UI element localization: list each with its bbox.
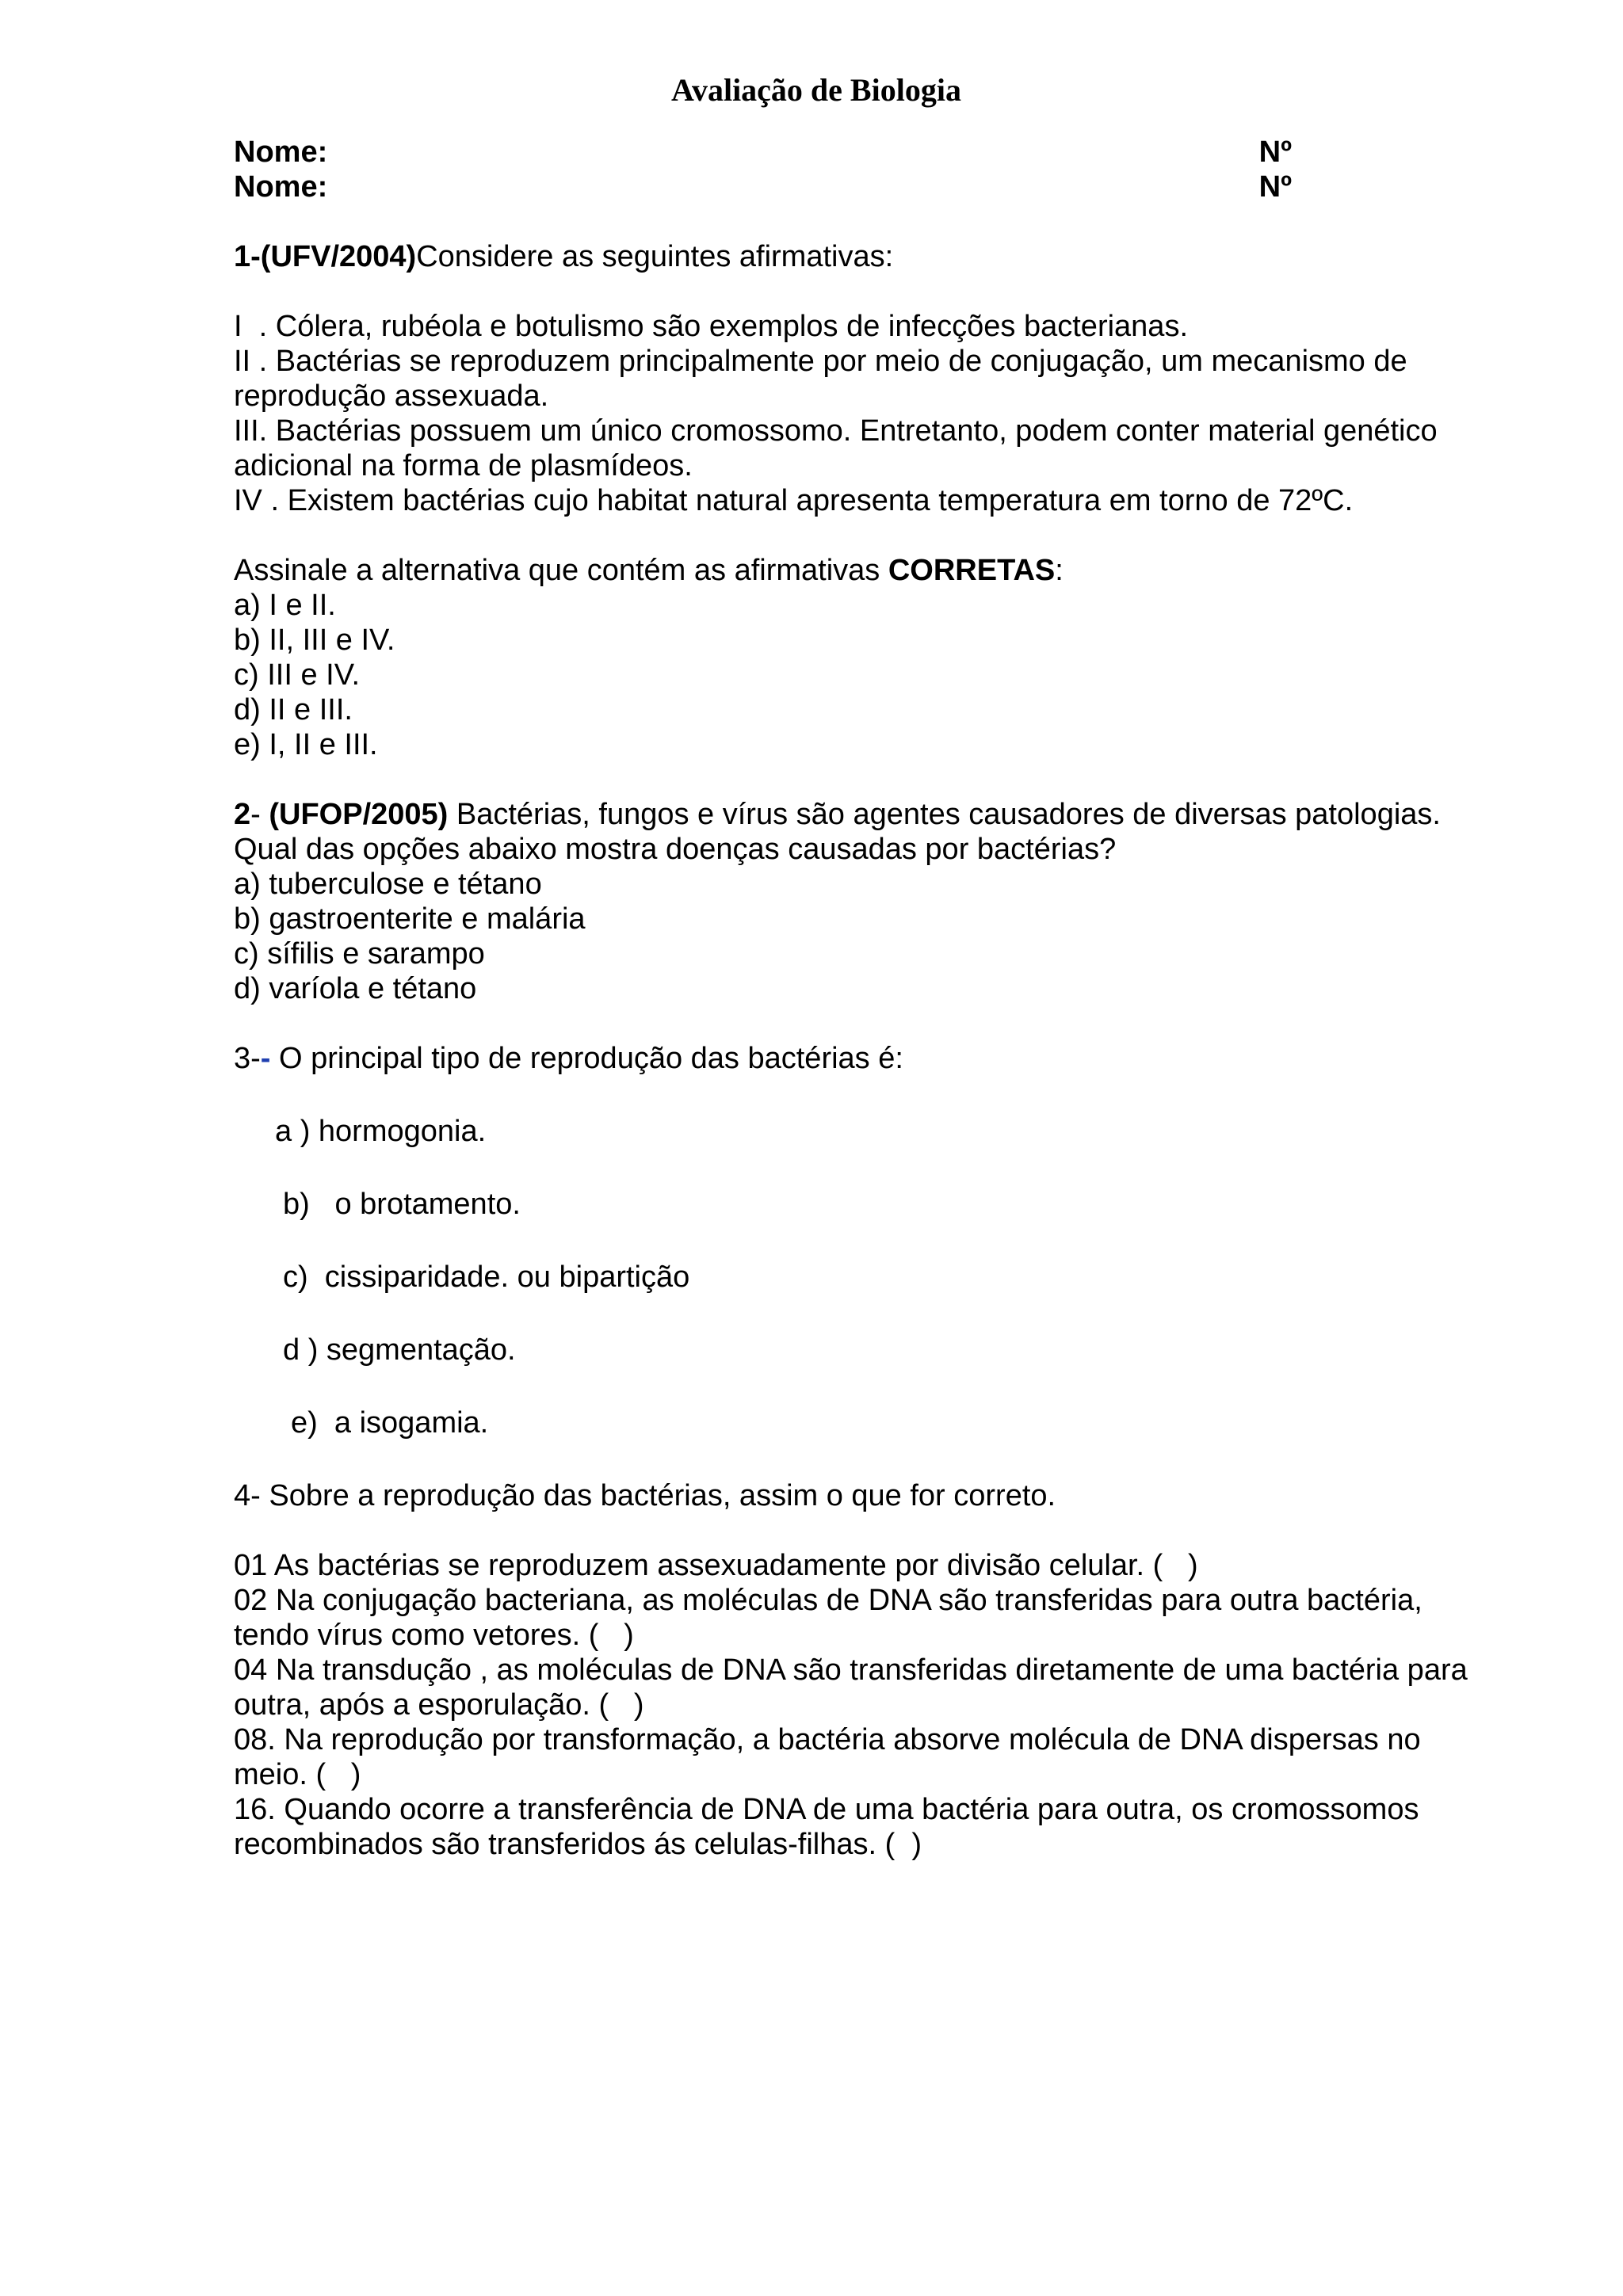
question-2-stem-line2: Qual das opções abaixo mostra doenças causadas por bactérias? [234, 833, 1117, 866]
answer-option: e) I, II e III. [234, 728, 378, 761]
statement-line: meio. ( ) [234, 1758, 361, 1791]
answer-option: a) I e II. [234, 589, 336, 622]
question-3-stem: O principal tipo de reprodução das bactérias é: [270, 1042, 903, 1075]
name-label: Nome: [234, 135, 328, 169]
answer-option: e) a isogamia. [291, 1406, 489, 1440]
name-row-2 [234, 170, 1292, 204]
number-label: Nº [1258, 135, 1292, 169]
question-1-stem: Considere as seguintes afirmativas: [416, 240, 894, 273]
statement-line: 04 Na transdução , as moléculas de DNA são transferidas diretamente de uma bactéria para [234, 1653, 1468, 1687]
answer-option: b) II, III e IV. [234, 624, 395, 657]
question-3-number: 3- [234, 1042, 261, 1075]
statement-line: recombinados são transferidos ás celulas-filhas. ( ) [234, 1828, 922, 1861]
answer-option: d) varíola e tétano [234, 972, 477, 1005]
correct-keyword: CORRETAS [888, 554, 1056, 587]
question-1-prompt: Assinale a alternativa que contém as afirmativas CORRETAS: [234, 554, 1064, 587]
answer-option: b) o brotamento. [283, 1188, 521, 1221]
question-1-number: 1-(UFV/2004) [234, 240, 417, 273]
statement-line: tendo vírus como vetores. ( ) [234, 1619, 634, 1652]
statement-line: IV . Existem bactérias cujo habitat natural apresenta temperatura em torno de 72ºC. [234, 484, 1354, 517]
question-2-header: 2- (UFOP/2005) Bactérias, fungos e vírus são agentes causadores de diversas patologias. [234, 798, 1441, 831]
answer-option: c) cissiparidade. ou bipartição [283, 1261, 690, 1294]
question-2-number: 2 [234, 798, 251, 831]
statement-line: 01 As bactérias se reproduzem assexuadamente por divisão celular. ( ) [234, 1549, 1198, 1582]
name-row-1 [234, 135, 1292, 170]
statement-line: I . Cólera, rubéola e botulismo são exemplos de infecções bacterianas. [234, 310, 1188, 343]
answer-option: d ) segmentação. [283, 1333, 516, 1367]
answer-option: c) sífilis e sarampo [234, 937, 485, 971]
question-2-source: (UFOP/2005) [269, 798, 449, 831]
statement-line: 02 Na conjugação bacteriana, as moléculas de DNA são transferidas para outra bactéria, [234, 1584, 1423, 1617]
answer-option: a) tuberculose e tétano [234, 868, 542, 901]
question-4-stem: 4- Sobre a reprodução das bactérias, assim o que for correto. [234, 1479, 1056, 1512]
question-1-header [234, 239, 1502, 274]
statement-line: reprodução assexuada. [234, 379, 549, 413]
statement-line: 16. Quando ocorre a transferência de DNA de uma bactéria para outra, os cromossomos [234, 1793, 1419, 1826]
statement-line: adicional na forma de plasmídeos. [234, 449, 693, 482]
statement-line: outra, após a esporulação. ( ) [234, 1688, 644, 1722]
statement-line: II . Bactérias se reproduzem principalmente por meio de conjugação, um mecanismo de [234, 345, 1407, 378]
question-3-header [234, 1041, 1502, 1076]
page-title: Avaliação de Biologia [671, 72, 961, 108]
document-page [234, 73, 1502, 1862]
question-2-stem: Bactérias, fungos e vírus são agentes causadores de diversas patologias. [448, 798, 1441, 831]
name-label: Nome: [234, 170, 328, 204]
answer-option: b) gastroenterite e malária [234, 902, 586, 936]
answer-option: a ) hormogonia. [275, 1115, 487, 1148]
number-label: Nº [1258, 170, 1292, 204]
question-3-dash: - [260, 1042, 271, 1075]
statement-line: III. Bactérias possuem um único cromossomo. Entretanto, podem conter material genético [234, 414, 1438, 448]
answer-option: d) II e III. [234, 693, 353, 727]
statement-line: 08. Na reprodução por transformação, a bactéria absorve molécula de DNA dispersas no [234, 1723, 1421, 1756]
answer-option: c) III e IV. [234, 658, 361, 692]
